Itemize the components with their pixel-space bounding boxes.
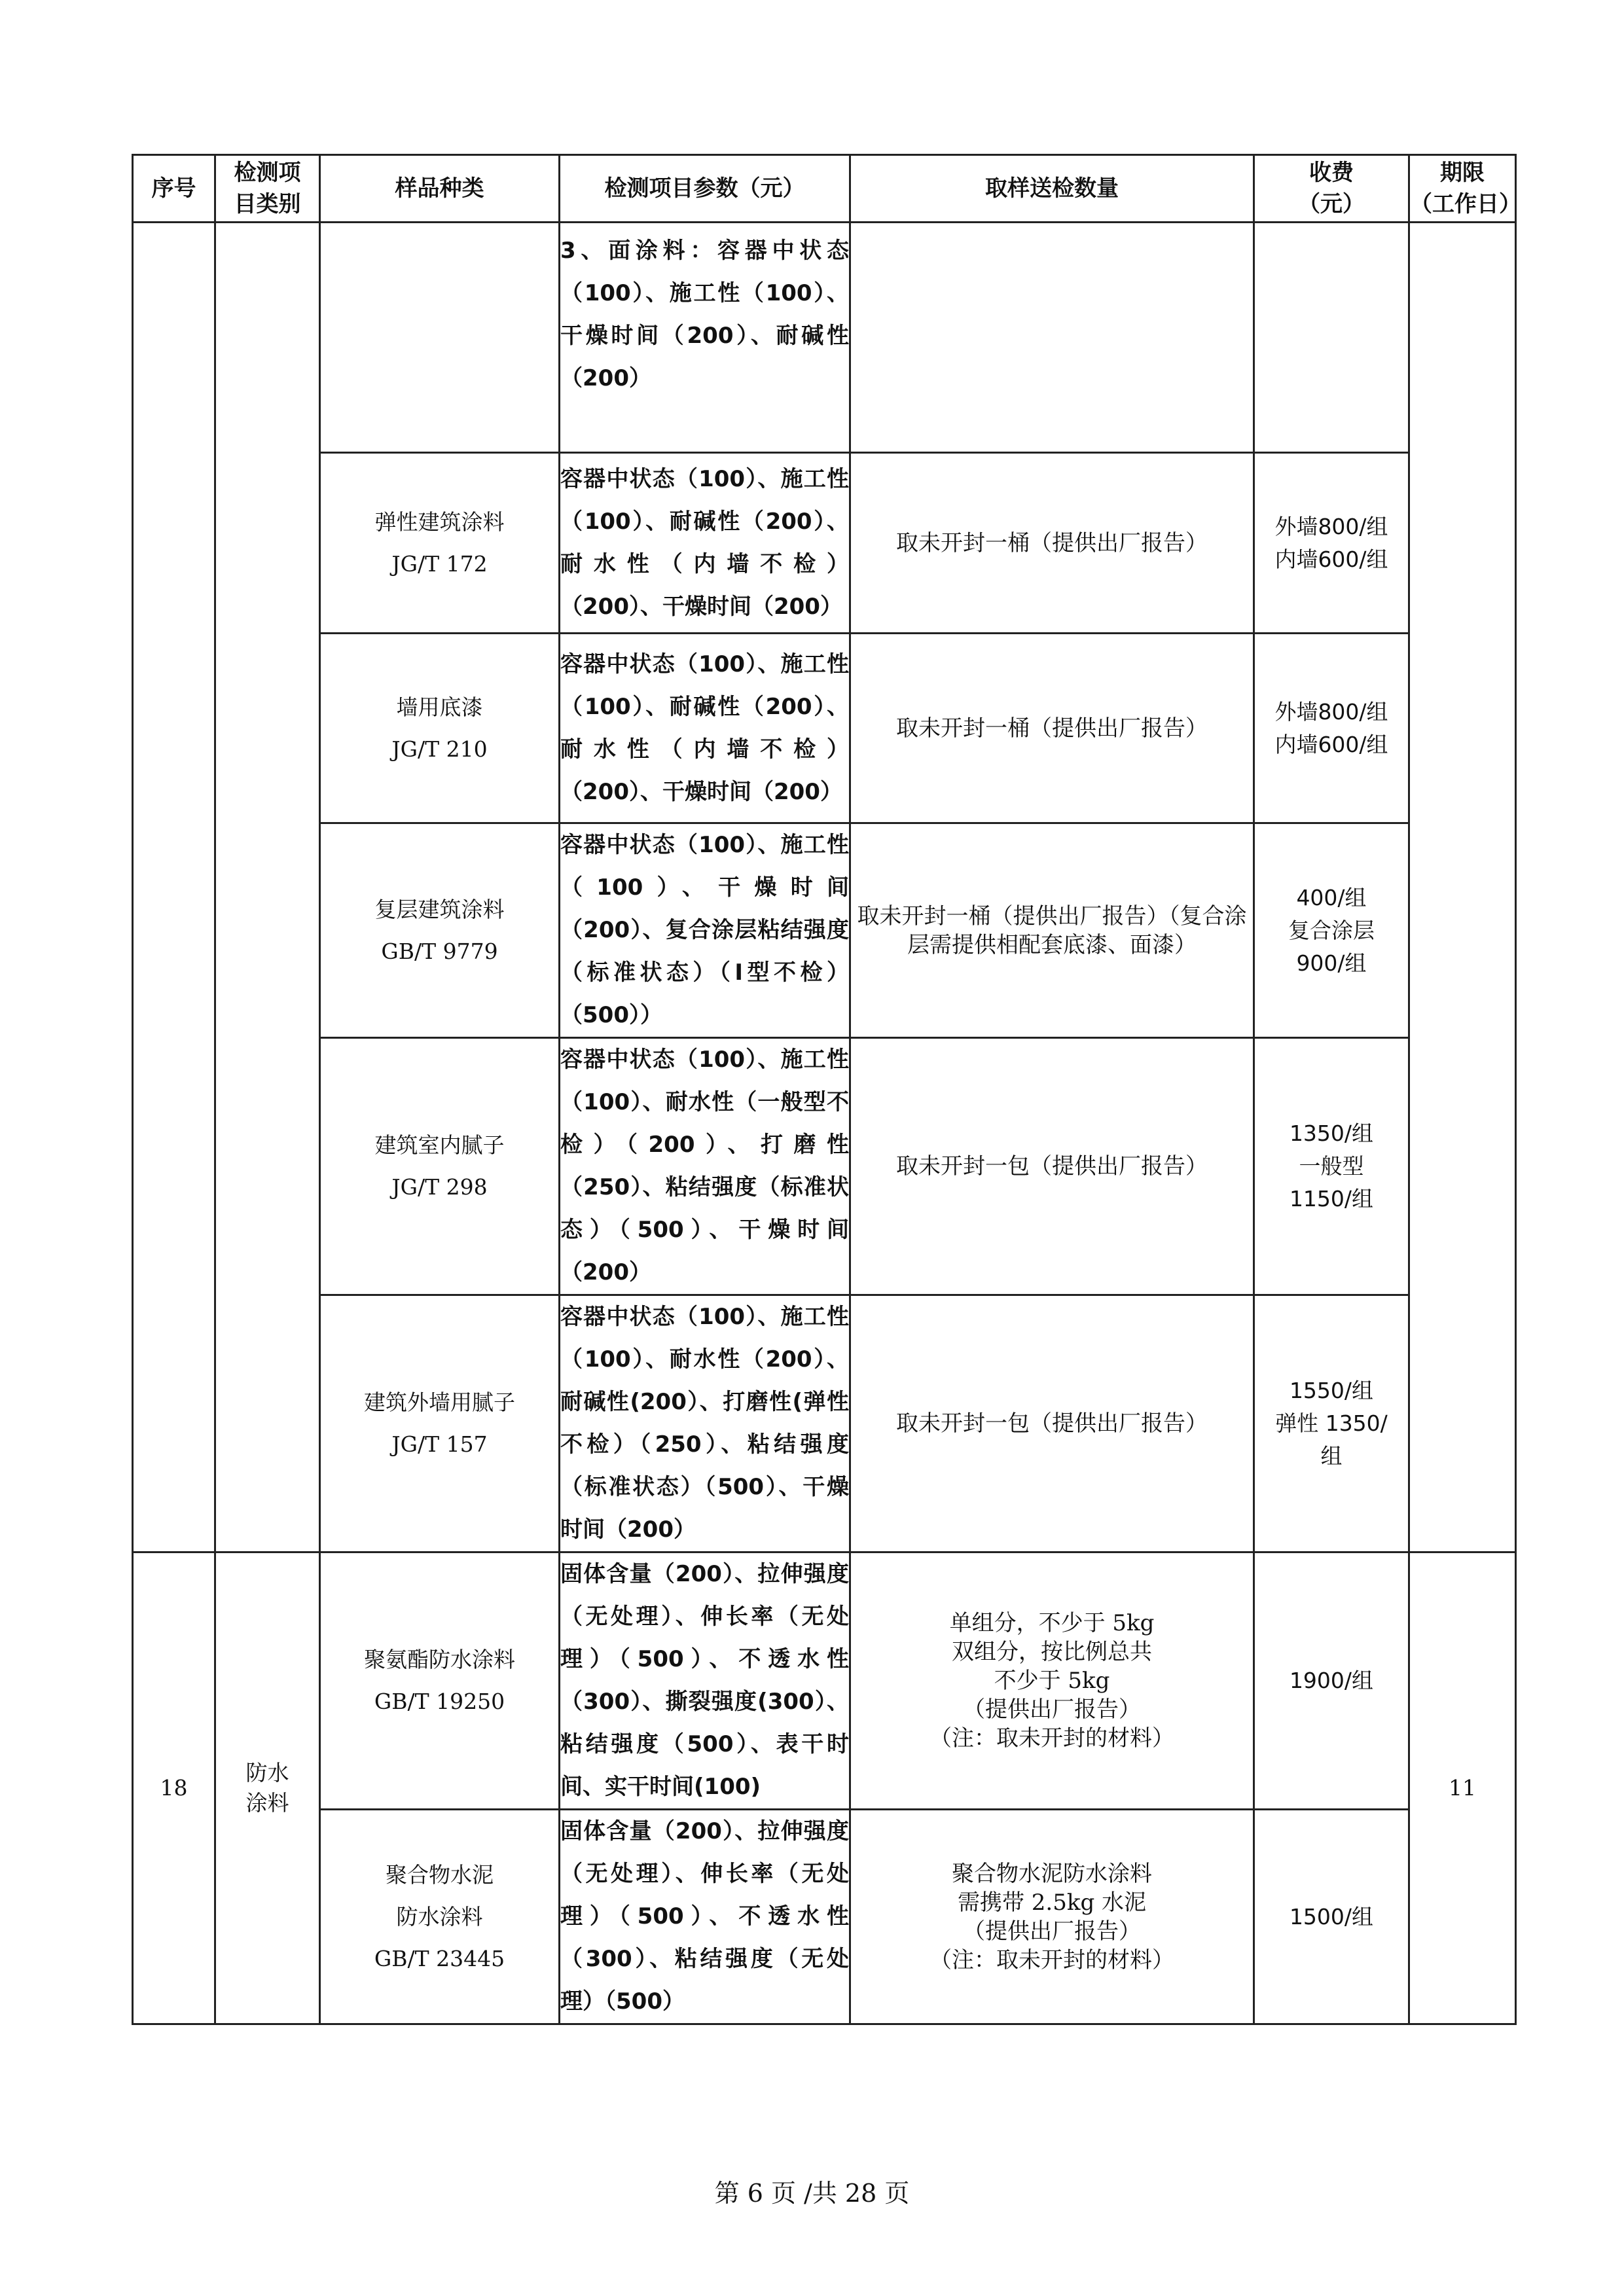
sample-name: 复层建筑涂料 <box>374 896 505 922</box>
sample-name: 建筑外墙用腻子 <box>364 1390 515 1415</box>
params-cell: 固体含量（200）、拉伸强度（无处理）、伸长率（无处理）（500）、不透水性（300）、撕裂强度(300）、粘结强度（500）、表干时间、实干时间(100) <box>560 1552 850 1810</box>
params-cell: 容器中状态（100）、施工性（100）、耐水性（一般型不检）（200）、打磨性（250）、粘结强度（标准状态）（500）、干燥时间（200） <box>560 1038 850 1295</box>
sample-cell <box>320 823 560 1038</box>
sample-standard: JG/T 157 <box>391 1431 488 1457</box>
header-category: 检测项 目类别 <box>215 155 320 223</box>
sample-standard: GB/T 19250 <box>374 1689 505 1714</box>
header-params: 检测项目参数（元） <box>560 155 850 223</box>
params-cell: 容器中状态（100）、施工性（100）、耐碱性（200）、耐 水 性 （ 内 墙 不 检 ）（200）、干燥时间（200） <box>560 453 850 634</box>
params-cell: 3、面涂料：容器中状态（100）、施工性（100）、干燥时间（200）、耐碱性（200） <box>560 223 850 453</box>
period-cell: 11 <box>1409 1552 1516 2024</box>
quantity-cell: 取未开封一包（提供出厂报告） <box>850 1295 1254 1552</box>
sample-cell <box>320 634 560 823</box>
table-row <box>133 1552 1516 1810</box>
fee-cell-empty <box>1254 223 1409 453</box>
header-sample: 样品种类 <box>320 155 560 223</box>
quantity-cell: 聚合物水泥防水涂料 需携带 2.5kg 水泥 （提供出厂报告） （注：取未开封的材料） <box>850 1810 1254 2024</box>
sample-standard: JG/T 172 <box>391 550 488 577</box>
table-row <box>133 223 1516 453</box>
header-quantity: 取样送检数量 <box>850 155 1254 223</box>
sample-name: 建筑室内腻子 <box>374 1132 505 1158</box>
table-row <box>133 1295 1516 1552</box>
sample-name: 弹性建筑涂料 <box>374 509 505 535</box>
quantity-cell: 取未开封一包（提供出厂报告） <box>850 1038 1254 1295</box>
params-cell: 容器中状态（100）、施工性（100）、耐碱性（200）、耐 水 性 （ 内 墙 不 检 ）（200）、干燥时间（200） <box>560 634 850 823</box>
table-row <box>133 823 1516 1038</box>
params-cell: 容器中状态（100）、施工性（100）、干燥时间（200）、复合涂层粘结强度（标准状态）（Ⅰ型不检）（500）） <box>560 823 850 1038</box>
sample-cell <box>320 1810 560 2024</box>
sample-cell <box>320 1038 560 1295</box>
params-cell: 固体含量（200）、拉伸强度（无处理）、伸长率（无处理）（500）、不透水性（300）、粘结强度（无处理）（500） <box>560 1810 850 2024</box>
fee-cell: 400/组 复合涂层 900/组 <box>1254 823 1409 1038</box>
sample-name: 聚氨酯防水涂料 <box>364 1647 515 1672</box>
table-row <box>133 1038 1516 1295</box>
sample-standard: JG/T 210 <box>391 736 488 762</box>
quantity-cell-empty <box>850 223 1254 453</box>
fee-cell: 1900/组 <box>1254 1552 1409 1810</box>
quantity-cell: 取未开封一桶（提供出厂报告） <box>850 634 1254 823</box>
seq-cell: 18 <box>133 1552 215 2024</box>
sample-cell <box>320 1552 560 1810</box>
sample-name: 墙用底漆 <box>396 694 483 720</box>
fee-cell: 外墙800/组 内墙600/组 <box>1254 453 1409 634</box>
fee-cell: 外墙800/组 内墙600/组 <box>1254 634 1409 823</box>
params-cell: 容器中状态（100）、施工性（100）、耐水性（200）、耐碱性(200）、打磨性(弹性不检）（250）、粘结强度（标准状态）（500）、干燥时间（200） <box>560 1295 850 1552</box>
sample-standard: JG/T 298 <box>391 1174 488 1200</box>
fee-cell: 1550/组 弹性 1350/ 组 <box>1254 1295 1409 1552</box>
header-fee: 收费 （元） <box>1254 155 1409 223</box>
table-row <box>133 453 1516 634</box>
category-cell-empty <box>215 223 320 1552</box>
sample-standard: GB/T 9779 <box>381 938 498 964</box>
quantity-cell: 取未开封一桶（提供出厂报告） <box>850 453 1254 634</box>
inspection-fee-table <box>132 154 1521 2025</box>
table-row <box>133 1810 1516 2024</box>
sample-cell <box>320 453 560 634</box>
quantity-cell: 取未开封一桶（提供出厂报告）（复合涂层需提供相配套底漆、面漆） <box>850 823 1254 1038</box>
sample-cell-empty <box>320 223 560 453</box>
header-seq: 序号 <box>133 155 215 223</box>
sample-name: 聚合物水泥 防水涂料 <box>386 1861 494 1929</box>
quantity-cell: 单组分，不少于 5kg 双组分，按比例总共 不少于 5kg （提供出厂报告） （注：取未开封的材料） <box>850 1552 1254 1810</box>
table-row <box>133 634 1516 823</box>
header-period: 期限 （工作日） <box>1409 155 1516 223</box>
sample-standard: GB/T 23445 <box>374 1945 505 1971</box>
sample-cell <box>320 1295 560 1552</box>
category-cell: 防水 涂料 <box>215 1552 320 2024</box>
page-number-footer: 第 6 页 /共 28 页 <box>714 2179 910 2208</box>
fee-cell: 1350/组 一般型 1150/组 <box>1254 1038 1409 1295</box>
table-header-row <box>133 155 1516 223</box>
period-cell-empty <box>1409 223 1516 1552</box>
seq-cell-empty <box>133 223 215 1552</box>
fee-cell: 1500/组 <box>1254 1810 1409 2024</box>
